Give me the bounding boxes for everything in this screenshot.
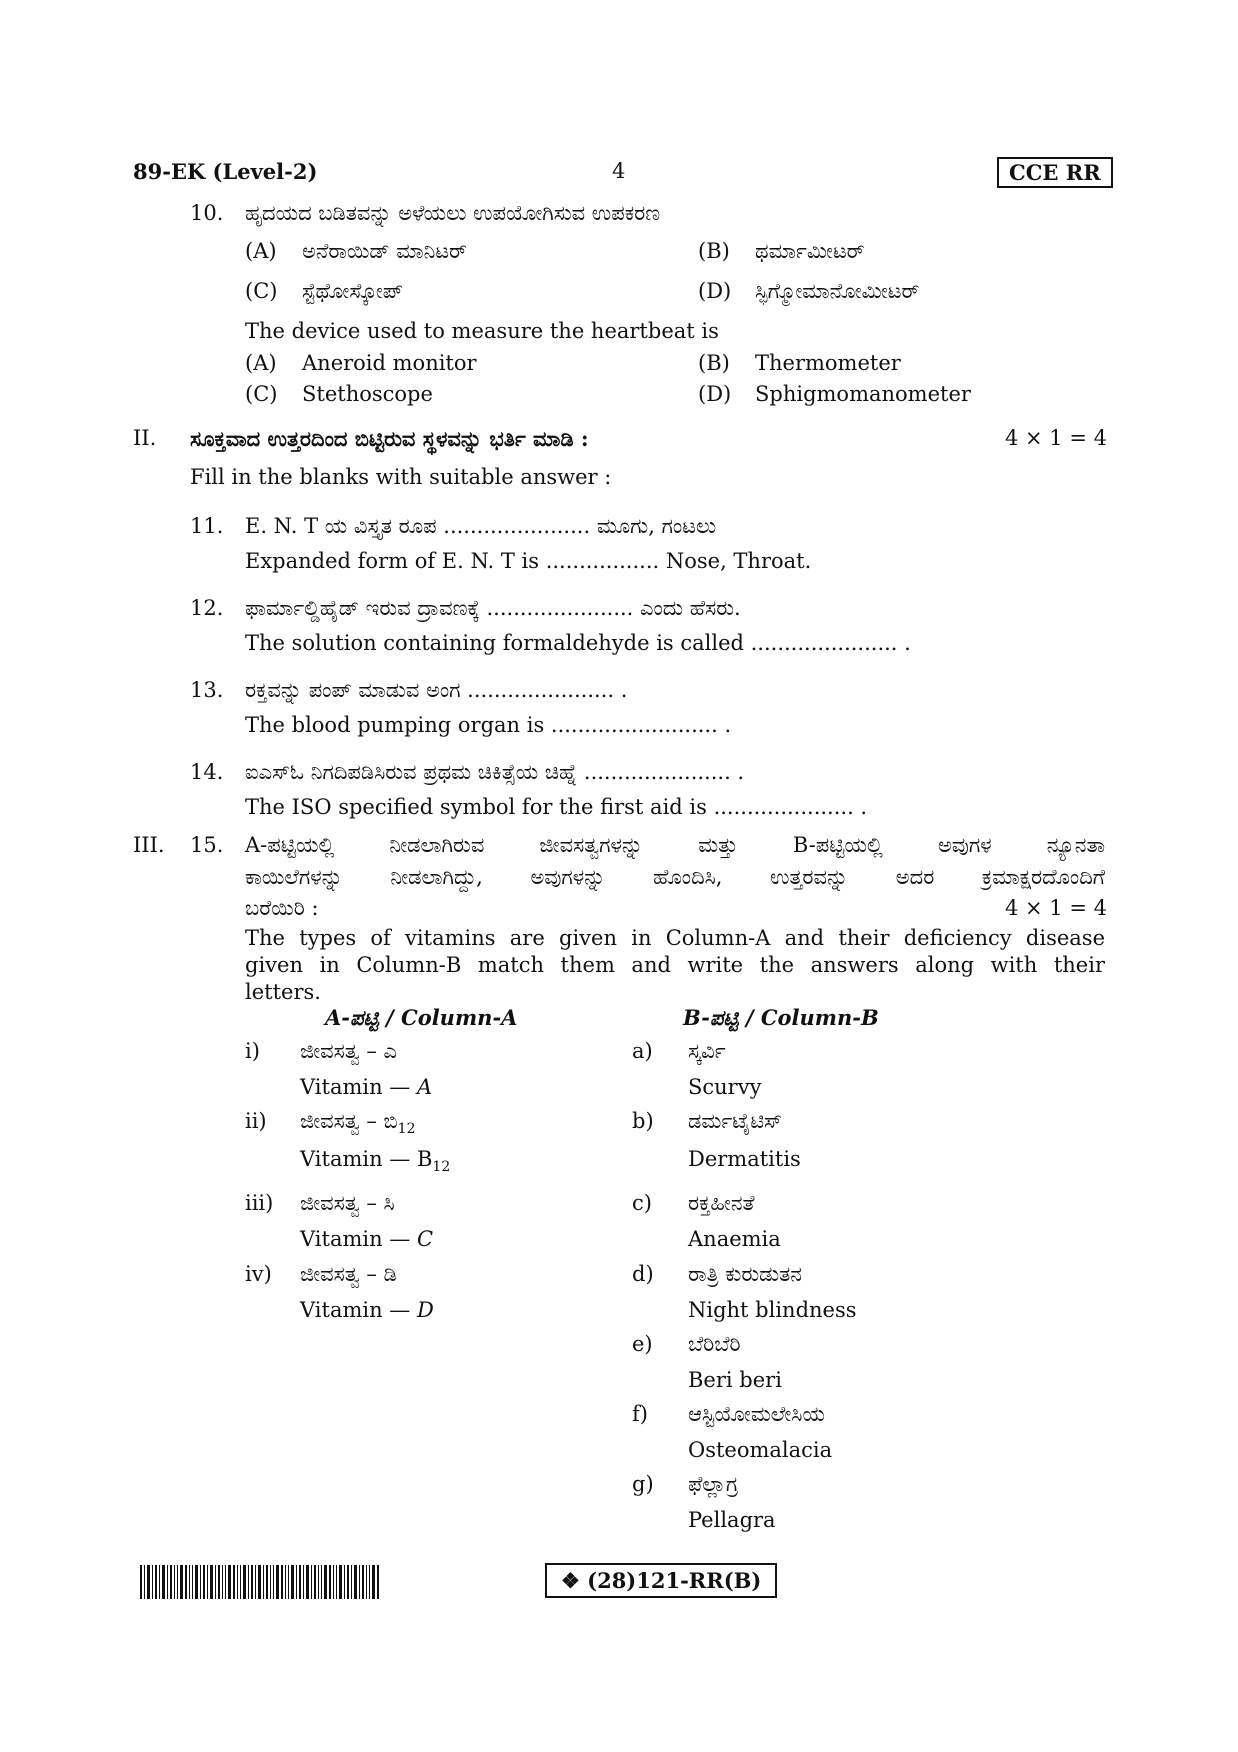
col-a-label: ii) bbox=[245, 1109, 267, 1133]
col-b-kn: ಸ್ಕರ್ವಿ bbox=[688, 1039, 726, 1063]
col-b-en: Scurvy bbox=[688, 1075, 762, 1099]
col-b-label: a) bbox=[632, 1039, 653, 1063]
col-a-en: Vitamin — C bbox=[300, 1227, 434, 1251]
footer-code-box bbox=[545, 1563, 777, 1598]
page-number: 4 bbox=[612, 159, 626, 183]
col-b-en: Anaemia bbox=[688, 1227, 781, 1251]
q13-en: The blood pumping organ is ......................... . bbox=[245, 713, 732, 737]
q15-en-line2: given in Column-B match them and write the answers along with their bbox=[245, 953, 1105, 977]
q10-option-d-kn: ಸ್ಫಿಗ್ಮೋಮಾನೋಮೀಟರ್ bbox=[755, 279, 920, 303]
q15-en-line3: letters. bbox=[245, 980, 321, 1004]
section-3-numeral: III. bbox=[133, 833, 165, 857]
q10-number: 10. bbox=[190, 201, 224, 225]
q14-kn: ಐಎಸ್‌ಓ ನಿಗದಿಪಡಿಸಿರುವ ಪ್ರಥಮ ಚಿಕಿತ್ಸೆಯ ಚಿಹ್ನೆ ...................... . bbox=[245, 760, 745, 784]
q15-marks: 4 × 1 = 4 bbox=[1005, 896, 1107, 920]
q11-kn: E. N. T ಯ ವಿಸ್ತೃತ ರೂಪ ...................... ಮೂಗು, ಗಂಟಲು bbox=[245, 514, 717, 538]
q13-kn: ರಕ್ತವನ್ನು ಪಂಪ್ ಮಾಡುವ ಅಂಗ ...................... . bbox=[245, 678, 628, 702]
q10-option-a-en: Aneroid monitor bbox=[302, 351, 477, 375]
col-b-kn: ಡರ್ಮಟೈಟಿಸ್ bbox=[688, 1109, 783, 1133]
col-a-en: Vitamin — $B_{12}$ bbox=[300, 1147, 451, 1176]
col-b-label: g) bbox=[632, 1472, 654, 1496]
section-2-marks: 4 × 1 = 4 bbox=[1005, 426, 1107, 450]
q12-kn: ಫಾರ್ಮಾಲ್ಡಿಹೈಡ್ ಇರುವ ದ್ರಾವಣಕ್ಕೆ ...................... ಎಂದು ಹೆಸರು. bbox=[245, 596, 741, 620]
col-a-label: i) bbox=[245, 1039, 260, 1063]
section-2-instruction-en: Fill in the blanks with suitable answer : bbox=[190, 465, 612, 489]
q10-label-c-en: (C) bbox=[245, 382, 278, 406]
q10-question-en: The device used to measure the heartbeat is bbox=[245, 319, 719, 343]
col-b-label: d) bbox=[632, 1262, 654, 1286]
q10-question-kn: ಹೃದಯದ ಬಡಿತವನ್ನು ಅಳೆಯಲು ಉಪಯೋಗಿಸುವ ಉಪಕರಣ bbox=[245, 201, 661, 225]
col-b-kn: ರಕ್ತಹೀನತೆ bbox=[688, 1191, 755, 1215]
col-b-label: b) bbox=[632, 1109, 654, 1133]
q15-number: 15. bbox=[190, 833, 224, 857]
col-a-kn: ಜೀವಸತ್ವ – ಡಿ bbox=[300, 1262, 397, 1286]
series-badge: CCE RR bbox=[997, 157, 1113, 188]
col-b-kn: ಆಸ್ಟಿಯೋಮಲೇಸಿಯ bbox=[688, 1402, 825, 1426]
q10-option-c-kn: ಸ್ಟೆಥೋಸ್ಕೋಪ್ bbox=[302, 279, 404, 303]
q10-option-c-en: Stethoscope bbox=[302, 382, 433, 406]
q15-kn-line2: ಕಾಯಿಲೆಗಳನ್ನು ನೀಡಲಾಗಿದ್ದು, ಅವುಗಳನ್ನು ಹೊಂದಿಸಿ, ಉತ್ತರವನ್ನು ಅದರ ಕ್ರಮಾಕ್ಷರದೊಂದಿಗೆ bbox=[245, 865, 1105, 889]
q11-number: 11. bbox=[190, 514, 224, 538]
q10-option-b-kn: ಥರ್ಮಾಮೀಟರ್ bbox=[755, 239, 865, 263]
column-a-header: A-ಪಟ್ಟಿ / Column-A bbox=[325, 1005, 518, 1030]
col-a-en: Vitamin — A bbox=[300, 1075, 433, 1099]
q15-kn-line1: A-ಪಟ್ಟಿಯಲ್ಲಿ ನೀಡಲಾಗಿರುವ ಜೀವಸತ್ವಗಳನ್ನು ಮತ್ತು B-ಪಟ್ಟಿಯಲ್ಲಿ ಅವುಗಳ ನ್ಯೂನತಾ bbox=[245, 833, 1105, 857]
col-a-label: iv) bbox=[245, 1262, 272, 1286]
col-b-en: Beri beri bbox=[688, 1368, 782, 1392]
q10-label-c: (C) bbox=[245, 279, 278, 303]
col-b-label: c) bbox=[632, 1191, 652, 1215]
q11-en: Expanded form of E. N. T is ................. Nose, Throat. bbox=[245, 549, 812, 573]
diamond-icon: ❖ bbox=[561, 1568, 580, 1593]
col-b-kn: ಫೆಲ್ಲಾಗ್ರ bbox=[688, 1472, 739, 1496]
q10-label-b: (B) bbox=[698, 239, 730, 263]
col-b-en: Pellagra bbox=[688, 1508, 776, 1532]
col-a-label: iii) bbox=[245, 1191, 274, 1215]
q15-en-line1: The types of vitamins are given in Column-A and their deficiency disease bbox=[245, 926, 1105, 950]
col-b-label: f) bbox=[632, 1402, 648, 1426]
col-b-kn: ಬೆರಿಬೆರಿ bbox=[688, 1332, 741, 1356]
col-b-kn: ರಾತ್ರಿ ಕುರುಡುತನ bbox=[688, 1262, 802, 1286]
col-b-en: Osteomalacia bbox=[688, 1438, 833, 1462]
q15-kn-line3: ಬರೆಯಿರಿ : bbox=[245, 896, 319, 920]
q12-en: The solution containing formaldehyde is called ...................... . bbox=[245, 631, 911, 655]
q13-number: 13. bbox=[190, 678, 224, 702]
footer-code: (28)121-RR(B) bbox=[587, 1568, 762, 1593]
paper-code: 89-EK (Level-2) bbox=[133, 159, 318, 184]
col-b-label: e) bbox=[632, 1332, 653, 1356]
q10-label-a: (A) bbox=[245, 239, 277, 263]
column-b-header: B-ಪಟ್ಟಿ / Column-B bbox=[683, 1005, 879, 1030]
col-b-en: Dermatitis bbox=[688, 1147, 801, 1171]
col-a-kn: ಜೀವಸತ್ವ – ಸಿ bbox=[300, 1191, 395, 1215]
col-a-kn: ಜೀವಸತ್ವ – $ಬಿ_{12}$ bbox=[300, 1109, 416, 1138]
q14-en: The ISO specified symbol for the first aid is ..................... . bbox=[245, 795, 868, 819]
col-a-en: Vitamin — D bbox=[300, 1298, 434, 1322]
section-2-instruction-kn: ಸೂಕ್ತವಾದ ಉತ್ತರದಿಂದ ಬಿಟ್ಟಿರುವ ಸ್ಥಳವನ್ನು ಭರ್ತಿ ಮಾಡಿ : bbox=[190, 426, 589, 451]
q10-option-b-en: Thermometer bbox=[755, 351, 901, 375]
barcode bbox=[140, 1565, 380, 1599]
q10-label-d: (D) bbox=[698, 279, 732, 303]
q10-option-a-kn: ಅನೆರಾಯಿಡ್ ಮಾನಿಟರ್ bbox=[302, 239, 467, 263]
q12-number: 12. bbox=[190, 596, 224, 620]
col-a-kn: ಜೀವಸತ್ವ – ಎ bbox=[300, 1039, 398, 1063]
q10-label-d-en: (D) bbox=[698, 382, 732, 406]
q10-label-a-en: (A) bbox=[245, 351, 277, 375]
q10-option-d-en: Sphigmomanometer bbox=[755, 382, 971, 406]
q14-number: 14. bbox=[190, 760, 224, 784]
section-2-numeral: II. bbox=[133, 426, 157, 450]
col-b-en: Night blindness bbox=[688, 1298, 857, 1322]
q10-label-b-en: (B) bbox=[698, 351, 730, 375]
